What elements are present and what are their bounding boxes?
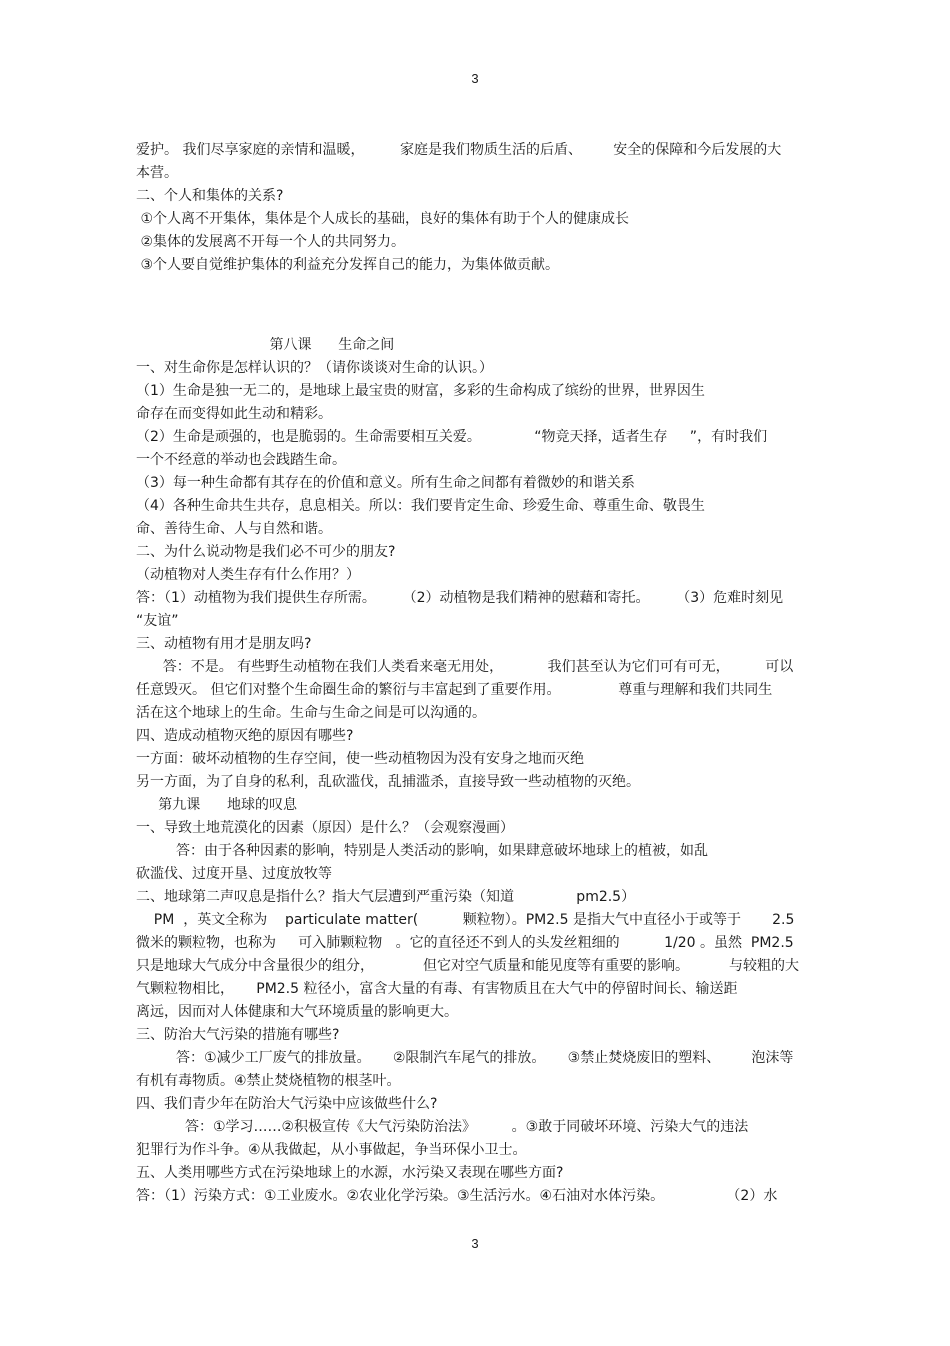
text-line: ②集体的发展离不开每一个人的共同努力。 [136,234,405,250]
text-line: 微米的颗粒物，也称为 可入肺颗粒物 。它的直径还不到人的头发丝粗细的 1/20 。虽然 PM2.5 [136,935,794,951]
text-line: （2）生命是顽强的，也是脆弱的。生命需要相互关爱。 “物竞天择，适者生存 ”，有时我们 [136,429,768,445]
text-line: 活在这个地球上的生命。生命与生命之间是可以沟通的。 [136,705,486,721]
text-line: 一个不经意的举动也会践踏生命。 [136,452,346,468]
text-line: 砍滥伐、过度开垦、过度放牧等 [136,866,332,882]
text-line: （4）各种生命共生共存，息息相关。所以：我们要肯定生命、珍爱生命、尊重生命、敬畏生 [136,498,705,514]
text-line: 答：（1）动植物为我们提供生存所需。 （2）动植物是我们精神的慰藉和寄托。 （3）危难时刻见 [136,590,784,606]
text-line: 答：①减少工厂废气的排放量。 ②限制汽车尾气的排放。 ③禁止焚烧废旧的塑料、 泡沫等 [136,1050,794,1066]
text-line: ③个人要自觉维护集体的利益充分发挥自己的能力，为集体做贡献。 [136,257,559,273]
text-line: 一方面：破坏动植物的生存空间，使一些动植物因为没有安身之地而灭绝 [136,751,584,767]
text-line: ①个人离不开集体，集体是个人成长的基础，良好的集体有助于个人的健康成长 [136,211,629,227]
text-line: 一、导致土地荒漠化的因素（原因）是什么？（会观察漫画） [136,820,514,836]
text-line: 一、对生命你是怎样认识的？（请你谈谈对生命的认识。） [136,360,493,376]
text-line: 二、为什么说动物是我们必不可少的朋友? [136,544,396,560]
text-line: 三、动植物有用才是朋友吗? [136,636,312,652]
text-line: （3）每一种生命都有其存在的价值和意义。所有生命之间都有着微妙的和谐关系 [136,475,635,491]
text-line: 离远，因而对人体健康和大气环境质量的影响更大。 [136,1004,458,1020]
text-line: 第八课 生命之间 [136,337,395,353]
text-line: 五、人类用哪些方式在污染地球上的水源，水污染又表现在哪些方面? [136,1165,564,1181]
document-body [136,139,826,1208]
text-line: 答：由于各种因素的影响，特别是人类活动的影响，如果肆意破坏地球上的植被，如乱 [136,843,709,859]
text-line: 本营。 [136,165,178,181]
text-line: 只是地球大气成分中含量很少的组分， 但它对空气质量和能见度等有重要的影响。 与较粗的大 [136,958,800,974]
text-line: 犯罪行为作斗争。④从我做起，从小事做起，争当环保小卫士。 [136,1142,527,1158]
text-line: PM ，英文全称为 particulate matter( 颗粒物）。PM2.5 是指大气中直径小于或等于 2.5 [136,912,795,928]
text-line: 答：不是。 有些野生动植物在我们人类看来毫无用处， 我们甚至认为它们可有可无， 可以 [136,659,794,675]
text-line: “友谊” [136,613,179,629]
text-line: 任意毁灭。 但它们对整个生命圈生命的繁衍与丰富起到了重要作用。 尊重与理解和我们共同生 [136,682,773,698]
text-line: 有机有毒物质。④禁止焚烧植物的根茎叶。 [136,1073,401,1089]
text-line: 命存在而变得如此生动和精彩。 [136,406,332,422]
text-line: （1）生命是独一无二的，是地球上最宝贵的财富，多彩的生命构成了缤纷的世界，世界因生 [136,383,705,399]
page-number-top: 3 [471,71,479,86]
text-line: 二、地球第二声叹息是指什么？指大气层遭到严重污染（知道 pm2.5） [136,889,636,905]
text-line: 答：①学习……②积极宣传《大气污染防治法》 。③敢于同破坏环境、污染大气的违法 [136,1119,749,1135]
text-line: （动植物对人类生存有什么作用？） [136,567,360,583]
text-line: 四、造成动植物灭绝的原因有哪些? [136,728,354,744]
text-line: 另一方面，为了自身的私利，乱砍滥伐，乱捕滥杀，直接导致一些动植物的灭绝。 [136,774,640,790]
text-line: 三、防治大气污染的措施有哪些? [136,1027,340,1043]
text-line: 气颗粒物相比， PM2.5 粒径小，富含大量的有毒、有害物质且在大气中的停留时间长、输送距 [136,981,738,997]
blank-line [136,277,826,334]
text-line: 答：（1）污染方式：①工业废水。②农业化学污染。③生活污水。④石油对水体污染。 （2）水 [136,1188,778,1204]
text-line: 二、个人和集体的关系? [136,188,284,204]
text-line: 第九课 地球的叹息 [136,797,297,813]
text-line: 命、善待生命、人与自然和谐。 [136,521,332,537]
text-line: 爱护。 我们尽享家庭的亲情和温暖， 家庭是我们物质生活的后盾、 安全的保障和今后发展的大 [136,142,782,158]
text-line: 四、我们青少年在防治大气污染中应该做些什么? [136,1096,438,1112]
page-number-bottom: 3 [471,1236,479,1251]
